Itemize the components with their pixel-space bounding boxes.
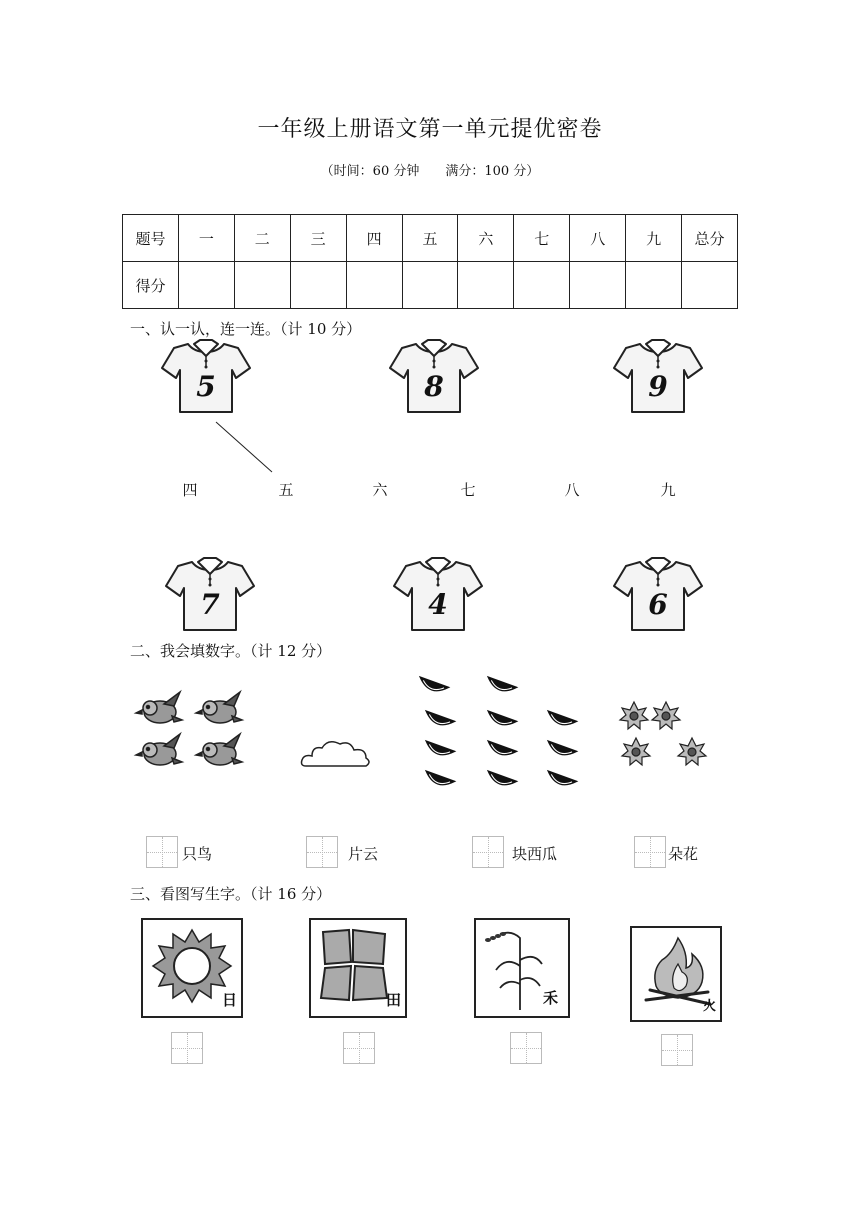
answer-box-watermelons[interactable] [472, 836, 504, 868]
shirt-7[interactable] [164, 556, 256, 636]
glyph-hint: 田 [385, 991, 401, 1009]
score-table-score-row [123, 262, 738, 309]
numeral-6[interactable]: 六 [372, 481, 388, 499]
table-cell: 七 [514, 215, 570, 262]
shirt-number: 5 [196, 370, 216, 403]
score-table [122, 214, 738, 309]
grain-picture [474, 918, 570, 1018]
score-cell[interactable] [570, 262, 626, 309]
shirt-8[interactable] [388, 338, 480, 418]
flower-icon [620, 700, 720, 770]
answer-box-clouds[interactable] [306, 836, 338, 868]
score-cell[interactable] [178, 262, 234, 309]
score-cell[interactable] [626, 262, 682, 309]
table-cell: 五 [402, 215, 458, 262]
example-connect-line [214, 420, 276, 474]
sun-picture [141, 918, 243, 1018]
unit-label-flowers: 朵花 [668, 845, 699, 863]
numeral-8[interactable]: 八 [564, 481, 580, 499]
unit-label-watermelons: 块西瓜 [512, 845, 558, 863]
glyph-hint: 禾 [542, 989, 558, 1007]
table-cell: 三 [290, 215, 346, 262]
table-cell: 九 [626, 215, 682, 262]
table-cell: 二 [234, 215, 290, 262]
score-cell[interactable] [514, 262, 570, 309]
section-2-heading: 二、我会填数字。（计 12 分） [130, 642, 332, 660]
table-cell: 一 [178, 215, 234, 262]
answer-box-flowers[interactable] [634, 836, 666, 868]
numeral-5[interactable]: 五 [278, 481, 294, 499]
table-cell: 四 [346, 215, 402, 262]
write-box-grain[interactable] [510, 1032, 542, 1064]
score-cell[interactable] [234, 262, 290, 309]
write-box-sun[interactable] [171, 1032, 203, 1064]
exam-info [0, 160, 860, 179]
shirt-number: 6 [648, 588, 668, 621]
shirt-number: 8 [424, 370, 444, 403]
fire-picture [630, 926, 722, 1022]
unit-label-birds: 只鸟 [182, 845, 213, 863]
numeral-9[interactable]: 九 [660, 481, 676, 499]
score-cell[interactable] [402, 262, 458, 309]
page-title: 一年级上册语文第一单元提优密卷 [257, 117, 603, 142]
score-cell[interactable] [346, 262, 402, 309]
shirt-5[interactable] [160, 338, 252, 418]
numeral-4[interactable]: 四 [182, 481, 198, 499]
score-cell[interactable] [458, 262, 514, 309]
watermelon-icon [418, 676, 588, 806]
table-cell: 八 [570, 215, 626, 262]
answer-box-birds[interactable] [146, 836, 178, 868]
table-cell: 得分 [123, 262, 179, 309]
numeral-7[interactable]: 七 [460, 481, 476, 499]
bird-icon [136, 690, 256, 780]
field-icon [319, 928, 391, 1004]
grain-icon [482, 926, 552, 1012]
score-cell[interactable] [682, 262, 738, 309]
shirt-9[interactable] [612, 338, 704, 418]
shirt-number: 7 [200, 588, 220, 621]
glyph-hint: 日 [221, 991, 237, 1009]
time-limit: （时间：60 分钟 [320, 164, 420, 179]
shirt-4[interactable] [392, 556, 484, 636]
section-1-heading: 一、认一认，连一连。（计 10 分） [130, 320, 362, 338]
table-cell: 总分 [682, 215, 738, 262]
unit-label-clouds: 片云 [348, 845, 379, 863]
full-score: 满分：100 分） [445, 164, 540, 179]
write-box-field[interactable] [343, 1032, 375, 1064]
shirt-6[interactable] [612, 556, 704, 636]
glyph-hint: 火 [702, 999, 716, 1014]
write-box-fire[interactable] [661, 1034, 693, 1066]
score-cell[interactable] [290, 262, 346, 309]
field-picture [309, 918, 407, 1018]
shirt-number: 9 [648, 370, 668, 403]
score-table-header-row [123, 215, 738, 262]
cloud-icon [300, 736, 372, 772]
section-3-heading: 三、看图写生字。（计 16 分） [130, 885, 332, 903]
table-cell: 题号 [123, 215, 179, 262]
shirt-number: 4 [428, 588, 448, 621]
table-cell: 六 [458, 215, 514, 262]
